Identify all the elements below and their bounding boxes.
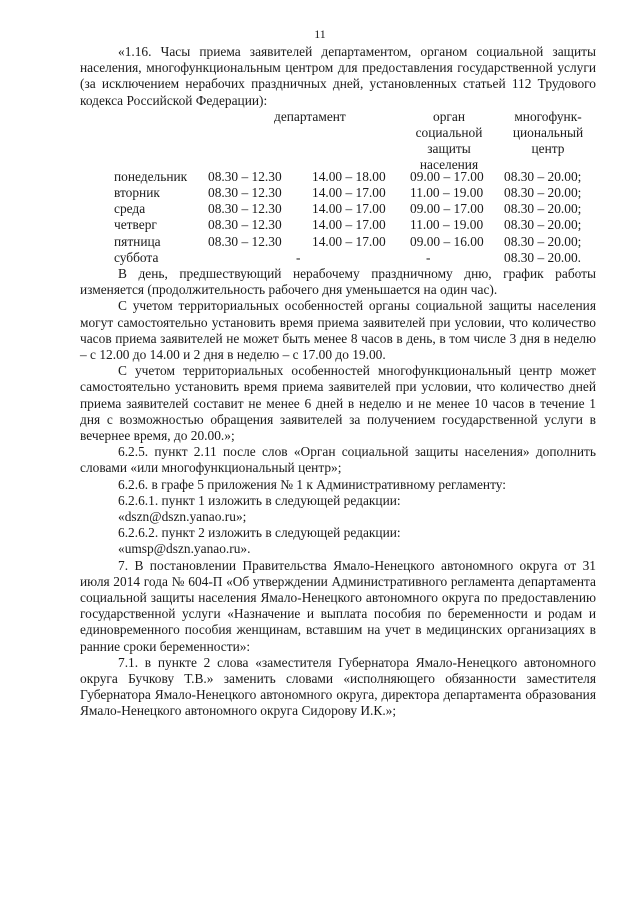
row-dept-morning: 08.30 – 12.30 xyxy=(208,217,282,233)
row-organ: - xyxy=(426,249,431,265)
row-dept-afternoon: - xyxy=(296,249,301,265)
header-mfc: многофунк- циональный центр xyxy=(512,108,584,157)
row-dept-afternoon: 14.00 – 17.00 xyxy=(312,185,386,200)
header-department: департамент xyxy=(274,108,346,124)
row-mfc: 08.30 – 20.00; xyxy=(504,233,582,249)
paragraph: 6.2.6.2. пункт 2 изложить в следующей редакции: xyxy=(118,525,401,541)
row-day: вторник xyxy=(114,185,160,200)
row-dept-morning: 08.30 – 12.30 xyxy=(208,233,282,249)
row-organ: 11.00 – 19.00 xyxy=(410,217,484,233)
paragraph: С учетом территориальных особенностей многофункциональный центр может самостоятельно установить время приема заявителей при условии, что количество дней приема заявителей составит не менее 6 дней в неделю и не менее 10 часов в течение 1 дня с возможностью обращения заявителей за получением государственной услуги в вечернее время, до 20.00.»; xyxy=(80,363,596,443)
table-row xyxy=(80,185,596,201)
row-organ: 09.00 – 17.00 xyxy=(410,168,484,184)
page-number: 11 xyxy=(314,27,326,41)
schedule-table-header xyxy=(80,108,596,173)
email-line: «dszn@dszn.yanao.ru»; xyxy=(118,508,247,524)
row-dept-morning: 08.30 – 12.30 xyxy=(208,201,282,217)
row-mfc: 08.30 – 20.00. xyxy=(504,249,581,265)
paragraph: 7.1. в пункте 2 слова «заместителя Губернатора Ямало-Ненецкого автономного округа Бучкову Т.В.» заменить словами «исполняющего обязанности заместителя Губернатора Ямало-Ненецкого автономного округа, директора департамента образования Ямало-Ненецкого автономного округа Сидорову И.К.»; xyxy=(80,654,596,719)
row-dept-morning: 08.30 – 12.30 xyxy=(208,185,282,200)
schedule-table xyxy=(80,109,596,266)
paragraph: С учетом территориальных особенностей органы социальной защиты населения могут самостоятельно установить время приема заявителей при условии, что количество часов приема заявителей не может быть менее 8 часов в день, в том числе 3 дня в неделю – с 12.00 до 14.00 и 2 дня в неделю – с 17.00 до 19.00. xyxy=(80,298,596,362)
header-organ: орган социальной защиты населения xyxy=(415,108,483,173)
paragraph: 6.2.5. пункт 2.11 после слов «Орган социальной защиты населения» дополнить словами «или многофункциональный центр»; xyxy=(80,444,596,476)
row-dept-afternoon: 14.00 – 18.00 xyxy=(312,168,386,184)
paragraph: В день, предшествующий нерабочему праздничному дню, график работы изменяется (продолжительность рабочего дня уменьшается на один час). xyxy=(80,265,596,298)
row-day: пятница xyxy=(114,233,161,249)
row-day: понедельник xyxy=(114,168,188,184)
row-dept-afternoon: 14.00 – 17.00 xyxy=(312,217,386,233)
table-row xyxy=(80,250,596,266)
row-dept-afternoon: 14.00 – 17.00 xyxy=(312,201,386,217)
row-organ: 09.00 – 17.00 xyxy=(410,201,484,217)
table-row xyxy=(80,217,596,233)
paragraph: 6.2.6.1. пункт 1 изложить в следующей редакции: xyxy=(118,492,401,508)
table-row xyxy=(80,169,596,185)
row-day: среда xyxy=(114,201,146,217)
email-line: «umsp@dszn.yanao.ru». xyxy=(118,541,251,557)
row-organ: 11.00 – 19.00 xyxy=(410,185,484,200)
table-row xyxy=(80,201,596,217)
row-dept-morning: 08.30 – 12.30 xyxy=(208,168,282,184)
paragraph: 6.2.6. в графе 5 приложения № 1 к Административному регламенту: xyxy=(118,476,506,492)
row-dept-afternoon: 14.00 – 17.00 xyxy=(312,233,386,249)
row-day: четверг xyxy=(114,217,157,233)
table-row xyxy=(80,234,596,250)
row-mfc: 08.30 – 20.00; xyxy=(504,168,582,184)
row-organ: 09.00 – 16.00 xyxy=(410,233,484,249)
intro-paragraph: «1.16. Часы приема заявителей департаментом, органом социальной защиты населения, многофункциональным центром для предоставления государственной услуги (за исключением нерабочих праздничных дней, установленных статьей 112 Трудового кодекса Российской Федерации): xyxy=(80,44,596,108)
row-day: суббота xyxy=(114,249,159,265)
row-mfc: 08.30 – 20.00; xyxy=(504,201,582,217)
row-mfc: 08.30 – 20.00; xyxy=(504,185,582,200)
paragraph: 7. В постановлении Правительства Ямало-Ненецкого автономного округа от 31 июля 2014 года № 604-П «Об утверждении Административного регламента департамента социальной защиты населения Ямало-Ненецкого автономного округа по предоставлению государственной услуги «Назначение и выплата пособия по беременности и родам и единовременного пособия женщинам, вставшим на учет в медицинских организациях в ранние сроки беременности»: xyxy=(80,557,596,654)
row-mfc: 08.30 – 20.00; xyxy=(504,217,582,233)
document-body xyxy=(80,44,596,720)
